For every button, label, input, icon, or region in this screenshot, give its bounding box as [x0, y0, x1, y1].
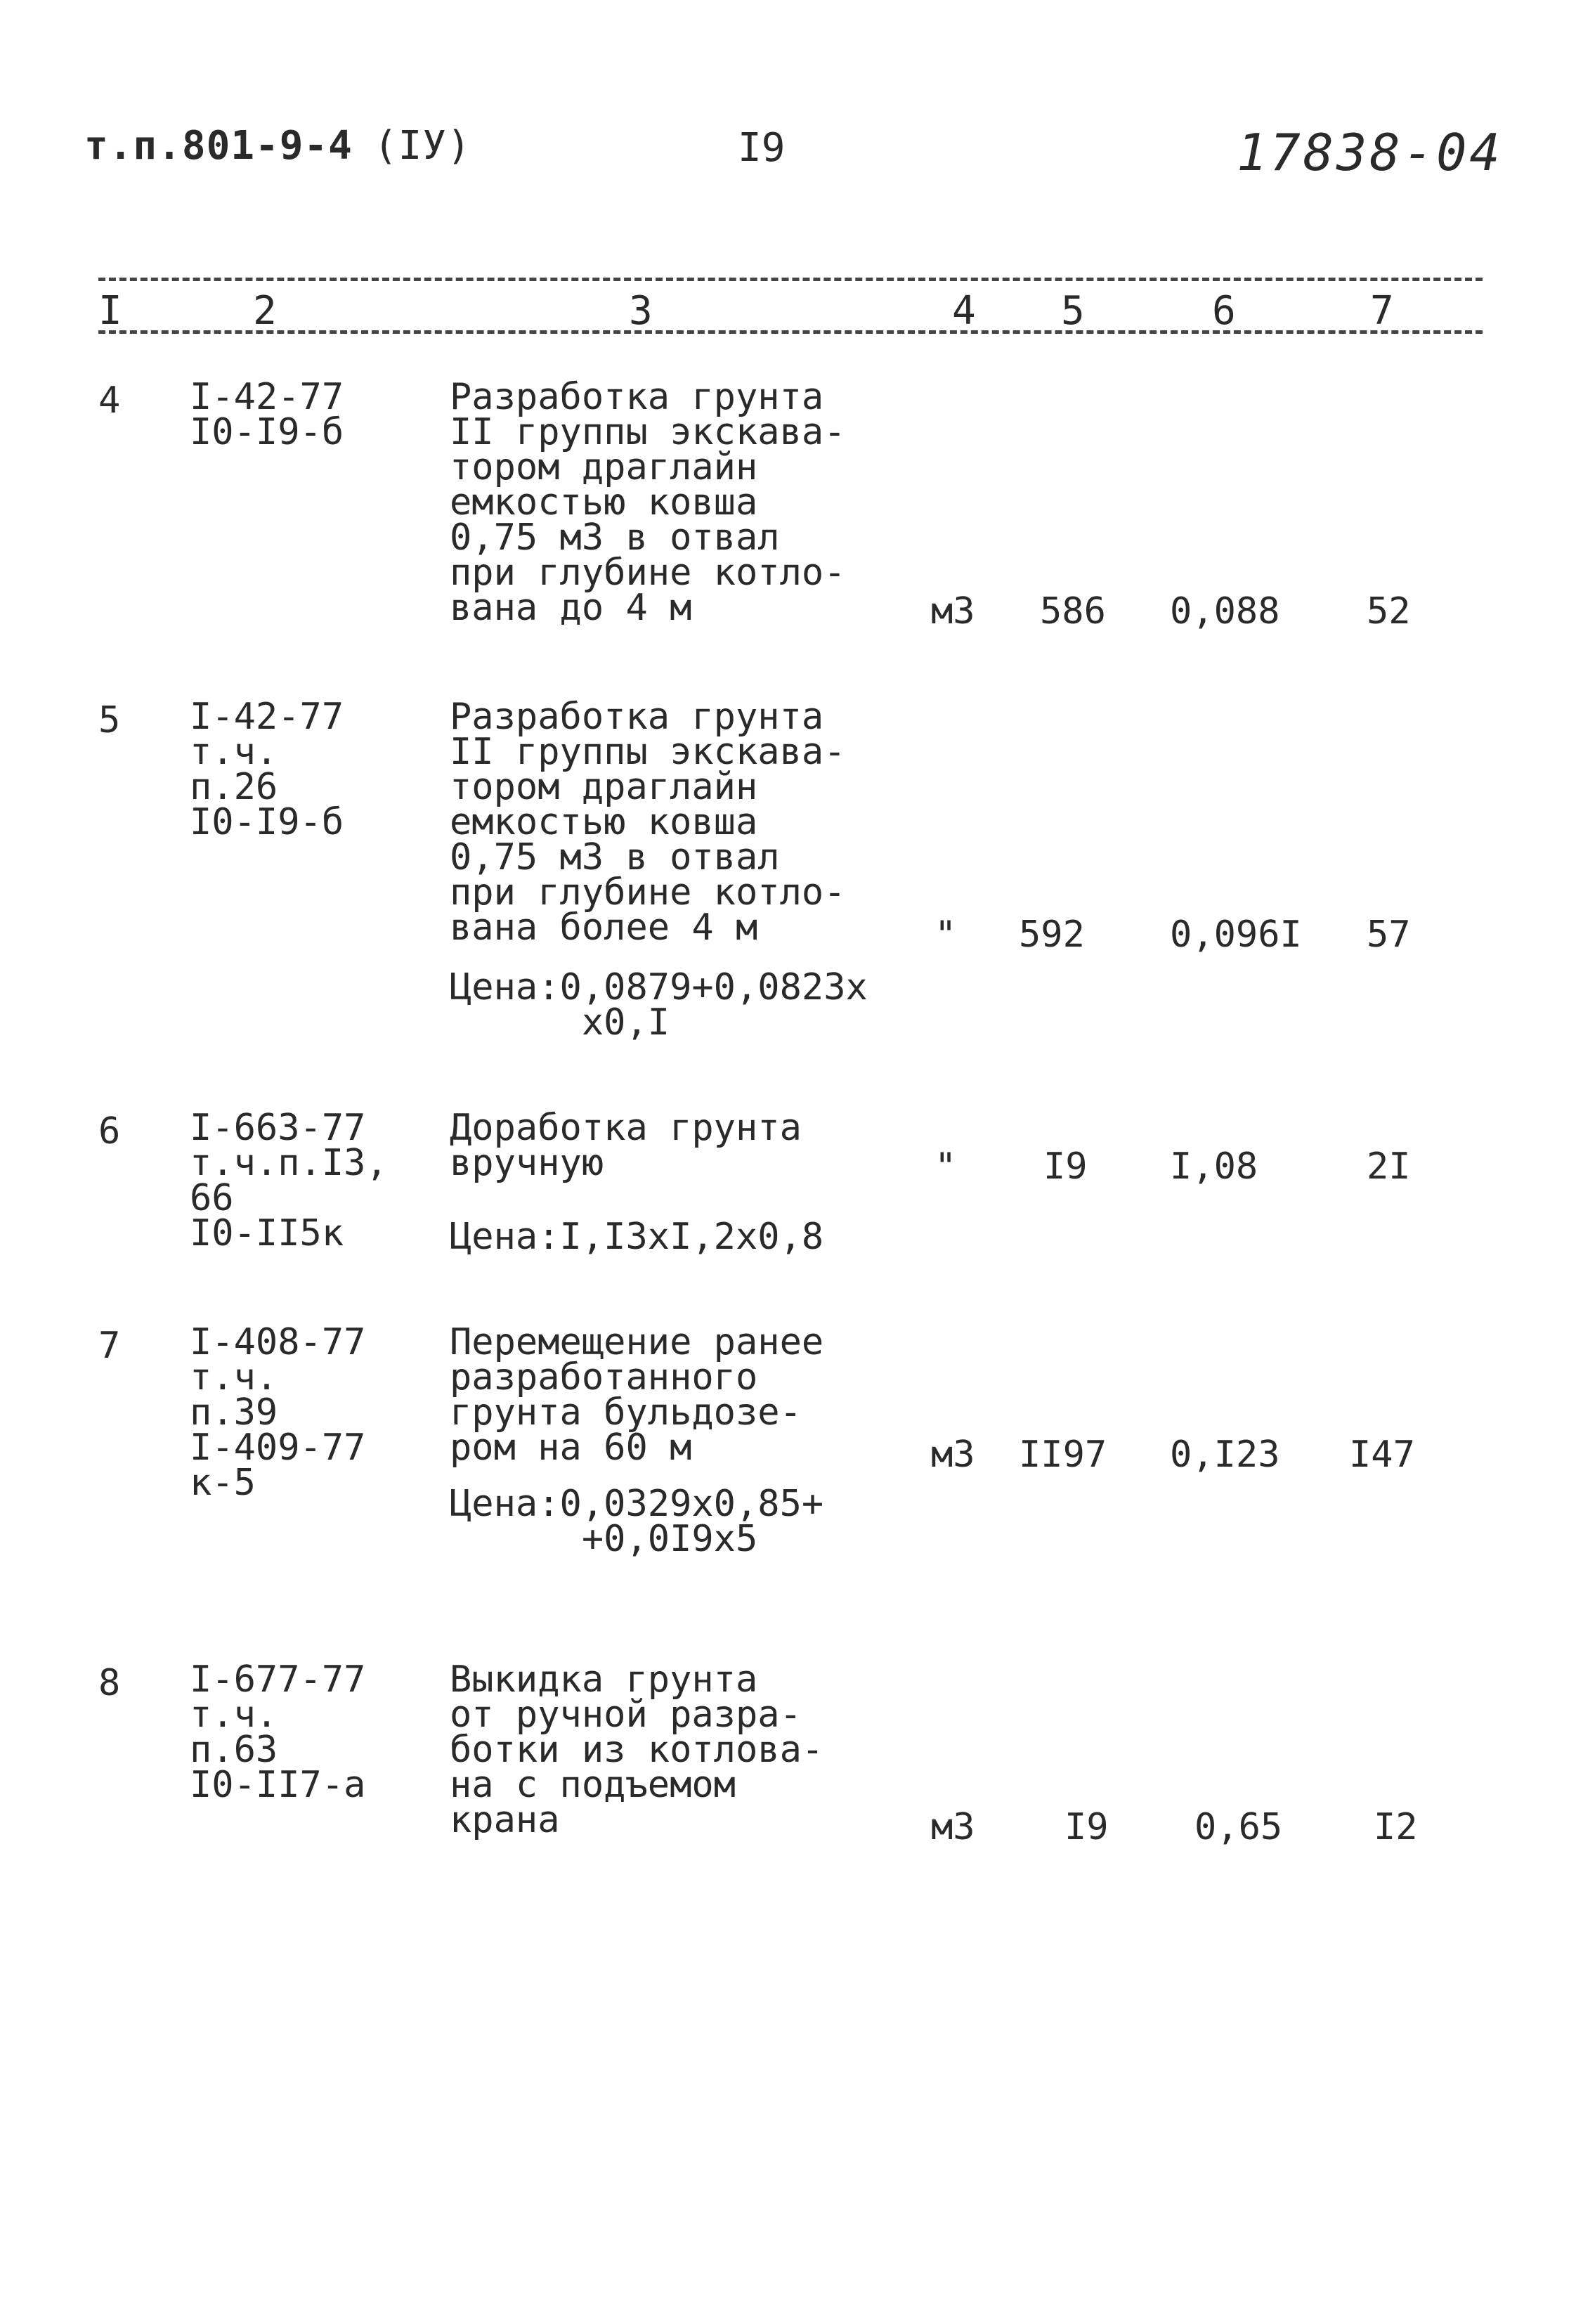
- row-number: 6: [98, 1110, 121, 1153]
- header-top-rule: [98, 278, 1483, 281]
- row-total: 52: [1367, 590, 1411, 632]
- row-description: Доработка грунта вручную: [450, 1107, 802, 1184]
- row-total: 2I: [1367, 1145, 1411, 1188]
- row-number: 5: [98, 699, 121, 741]
- row-code: I-408-77 т.ч. п.39 I-409-77 к-5: [190, 1321, 366, 1504]
- row-quantity: 592: [1019, 914, 1085, 956]
- column-header-1: I: [98, 288, 122, 334]
- column-header-5: 5: [1061, 288, 1085, 334]
- row-description: Перемещение ранее разработанного грунта бульдозе- ром на 60 м: [450, 1321, 824, 1469]
- row-description: Разработка грунта II группы экскава- тором драглайн емкостью ковша 0,75 м3 в отвал при глубине котло- вана до 4 м: [450, 376, 846, 629]
- row-code: I-663-77 т.ч.п.I3, 66 I0-II5к: [190, 1107, 388, 1254]
- row-number: 4: [98, 379, 121, 422]
- row-code: I-42-77 т.ч. п.26 I0-I9-б: [190, 696, 344, 843]
- row-unit-cost: 0,088: [1170, 590, 1280, 632]
- column-header-7: 7: [1370, 288, 1394, 334]
- row-unit: м3: [931, 1434, 975, 1476]
- row-quantity: 586: [1040, 590, 1106, 632]
- row-number: 8: [98, 1662, 121, 1704]
- row-price-formula: Цена:0,0879+0,0823х х0,I: [450, 966, 868, 1044]
- column-header-2: 2: [253, 288, 277, 334]
- row-description: Выкидка грунта от ручной разра- ботки из котлова- на с подъемом крана: [450, 1658, 824, 1841]
- row-unit: ": [934, 914, 957, 956]
- row-unit: ": [934, 1145, 957, 1188]
- column-header-6: 6: [1212, 288, 1236, 334]
- column-header-3: 3: [629, 288, 653, 334]
- row-number: 7: [98, 1325, 121, 1367]
- row-unit: м3: [931, 590, 975, 632]
- row-total: I2: [1374, 1806, 1418, 1848]
- row-total: I47: [1349, 1434, 1415, 1476]
- row-price-formula: Цена:I,I3хI,2х0,8: [450, 1216, 824, 1258]
- row-description: Разработка грунта II группы экскава- тором драглайн емкостью ковша 0,75 м3 в отвал при глубине котло- вана более 4 м: [450, 696, 846, 949]
- header-bottom-rule: [98, 330, 1483, 334]
- row-quantity: II97: [1019, 1434, 1107, 1476]
- document-code-main: т.п.801-9-4: [84, 123, 353, 169]
- row-unit-cost: I,08: [1170, 1145, 1258, 1188]
- row-unit: м3: [931, 1806, 975, 1848]
- row-total: 57: [1367, 914, 1411, 956]
- page-number: I9: [738, 125, 786, 171]
- row-code: I-42-77 I0-I9-б: [190, 376, 344, 453]
- column-header-4: 4: [952, 288, 976, 334]
- inventory-number: 17838-04: [1237, 123, 1503, 182]
- row-unit-cost: 0,I23: [1170, 1434, 1280, 1476]
- row-quantity: I9: [1064, 1806, 1109, 1848]
- row-unit-cost: 0,65: [1194, 1806, 1283, 1848]
- document-code-suffix: (IУ): [373, 123, 471, 169]
- row-price-formula: Цена:0,0329х0,85+ +0,0I9х5: [450, 1483, 824, 1560]
- row-quantity: I9: [1043, 1145, 1088, 1188]
- row-unit-cost: 0,096I: [1170, 914, 1302, 956]
- document-code: [84, 123, 471, 169]
- row-code: I-677-77 т.ч. п.63 I0-II7-а: [190, 1658, 366, 1806]
